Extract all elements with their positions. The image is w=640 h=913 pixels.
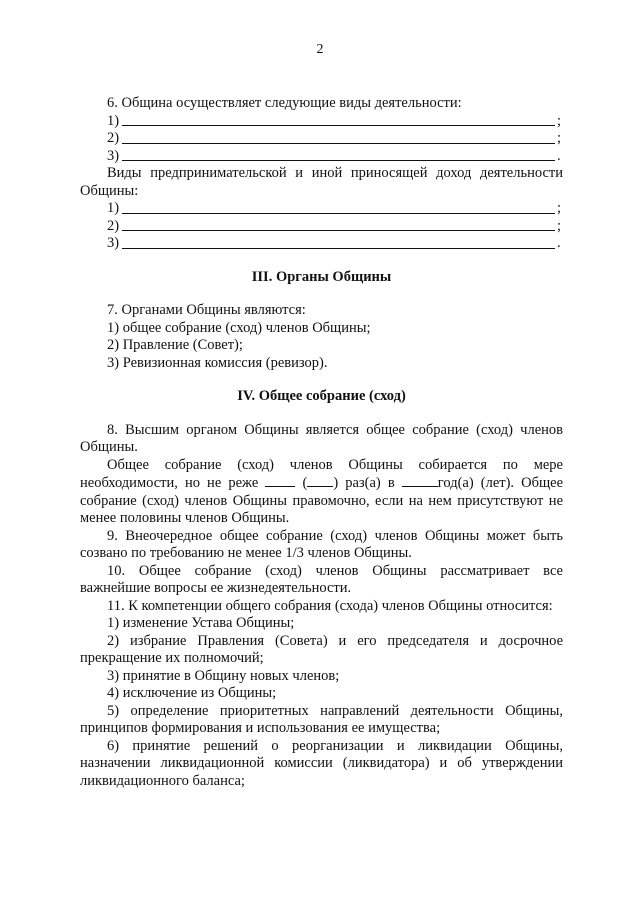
paragraph-8: 8. Высшим органом Общины является общее собрание (сход) членов Общины. — [80, 421, 563, 455]
section-heading-4: IV. Общее собрание (сход) — [237, 388, 406, 404]
activity-fill-row — [80, 148, 563, 166]
row-number: 1) — [107, 200, 120, 216]
times-blank — [265, 474, 295, 487]
fill-line — [122, 212, 555, 214]
p8b-start: Общее собрание (сход) членов Общины собирается по мере необходимости, но не реже — [80, 456, 563, 491]
row-end: . — [557, 235, 561, 251]
business-fill-row — [80, 218, 563, 236]
row-end: ; — [557, 217, 562, 234]
list-item: 4) исключение из Общины; — [107, 685, 277, 701]
list-item: 2) избрание Правления (Совета) и его председателя и досрочное прекращение их полномочий; — [80, 632, 563, 666]
paragraph-11: 11. К компетенции общего собрания (схода) членов Общины относится: — [107, 597, 553, 614]
row-end: ; — [557, 112, 562, 129]
list-item: 2) Правление (Совет); — [107, 337, 243, 353]
paragraph-8b — [80, 457, 563, 528]
list-item: 5) определение приоритетных направлений деятельности Общины, принципов формирования и использования ее имущества; — [80, 702, 563, 736]
row-number: 1) — [107, 112, 120, 129]
activity-fill-row — [80, 113, 563, 131]
paragraph-9: 9. Внеочередное общее собрание (сход) членов Общины может быть созвано по требованию не менее 1/3 членов Общины. — [80, 527, 563, 561]
period-blank — [402, 474, 438, 487]
row-number: 2) — [107, 130, 120, 146]
list-item: 1) общее собрание (сход) членов Общины; — [107, 319, 371, 336]
p8b-paren-close: ) раз(а) в — [333, 475, 395, 491]
row-number: 3) — [107, 147, 120, 164]
row-number: 3) — [107, 235, 120, 251]
paragraph-7: 7. Органами Общины являются: — [107, 302, 306, 318]
activities-intro: 6. Община осуществляет следующие виды деятельности: — [107, 95, 462, 111]
p8b-after: год(а) (лет). Общее собрание (сход) членов Общины правомочно, если на нем присутствуют не менее половины членов Общины. — [80, 475, 564, 526]
row-end: . — [557, 147, 561, 164]
document-content — [80, 95, 563, 790]
business-intro: Виды предпринимательской и иной приносящей доход деятельности Общины: — [80, 165, 563, 199]
list-item: 3) принятие в Общину новых членов; — [107, 667, 340, 684]
business-fill-row — [80, 235, 563, 253]
fill-line — [122, 124, 555, 126]
paren-open: ( — [302, 475, 308, 491]
list-item: 3) Ревизионная комиссия (ревизор). — [107, 354, 328, 371]
row-end: ; — [557, 130, 562, 146]
list-item: 1) изменение Устава Общины; — [107, 615, 295, 631]
business-fill-row — [80, 200, 563, 218]
times-words-blank — [307, 474, 333, 487]
list-item: 6) принятие решений о реорганизации и ликвидации Общины, назначении ликвидационной комиссии (ликвидатора) и об утверждении ликвидационного баланса; — [80, 737, 563, 789]
fill-line — [122, 142, 555, 144]
fill-line — [122, 247, 555, 249]
row-end: ; — [557, 200, 562, 216]
section-heading-3: III. Органы Общины — [251, 268, 392, 285]
fill-line — [122, 229, 555, 231]
paragraph-10: 10. Общее собрание (сход) членов Общины рассматривает все важнейшие вопросы ее жизнедеятельности. — [80, 562, 563, 596]
fill-line — [122, 159, 555, 161]
page-number: 2 — [316, 42, 324, 57]
row-number: 2) — [107, 217, 120, 234]
activity-fill-row — [80, 130, 563, 148]
